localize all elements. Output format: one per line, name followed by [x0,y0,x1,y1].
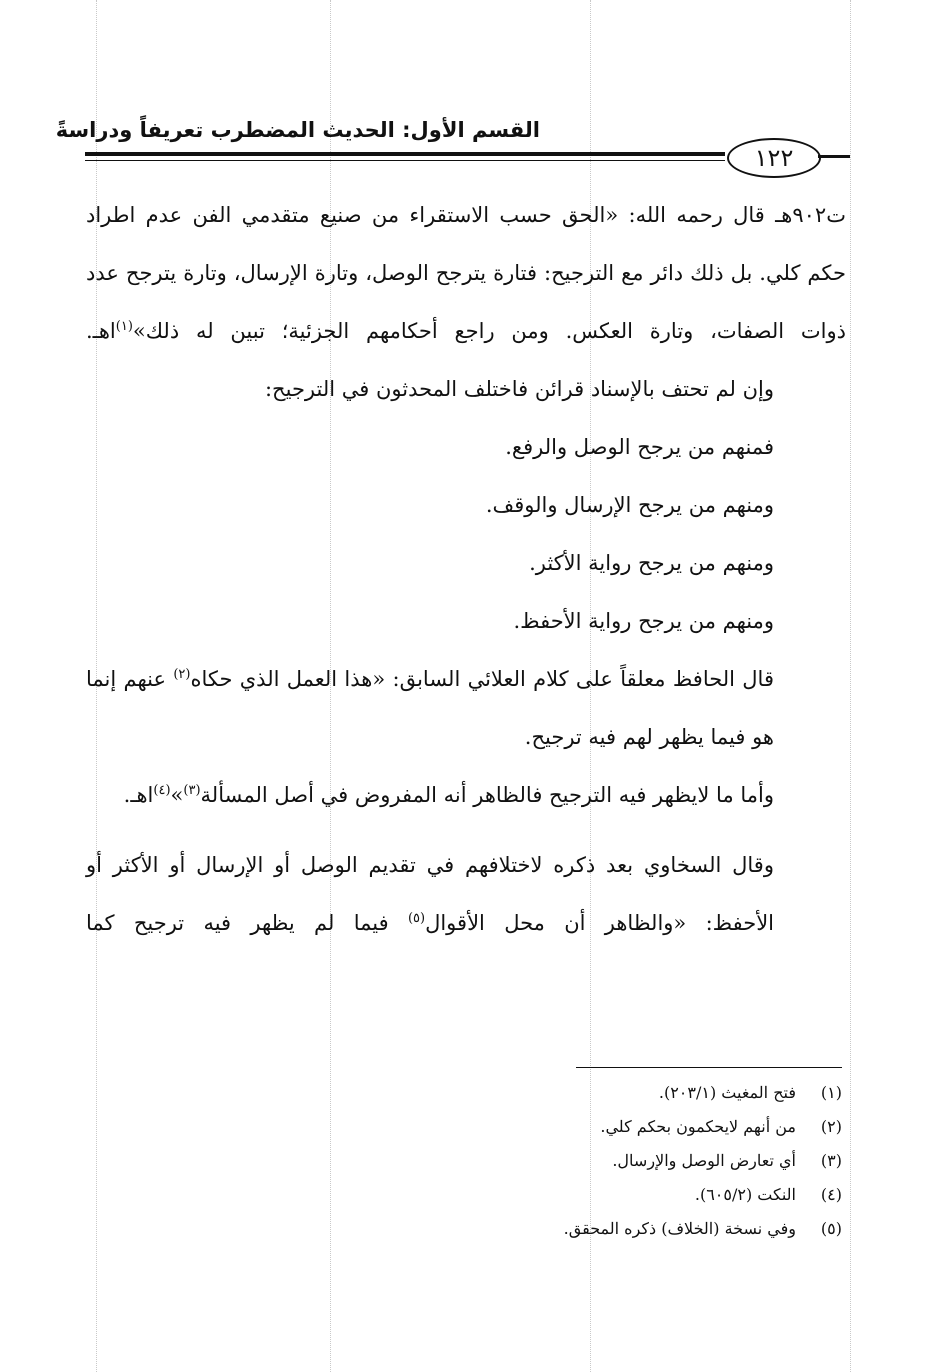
paragraph: وأما ما لايظهر فيه الترجيح فالظاهر أنه المفروض في أصل المسألة$^{(٣)}$»$^{(٤)}$اهـ. [123,783,774,807]
footnote-ref: (١) [115,319,133,334]
header-rule-thick [85,152,725,156]
list-item: فمنهم من يرجح الوصل والرفع. [505,435,774,459]
header-rule-right [818,155,850,158]
paragraph: وإن لم تحتف بالإسناد قرائن فاختلف المحدثون في الترجيح: [264,377,774,401]
list-item: ومنهم من يرجح رواية الأحفظ. [513,609,774,633]
footnote-ref: (٥) [407,911,426,926]
header-rule-thin [85,160,725,161]
page-number: ١٢٢ [727,138,821,178]
footnote: (٤)النكت (٦٠٥/٢). [694,1185,842,1204]
footnote-ref: (٢) [173,667,191,682]
footnote-separator [576,1067,842,1068]
footnote: (١)فتح المغيث (٢٠٣/١). [658,1083,842,1102]
paragraph: وقال السخاوي بعد ذكره لاختلافهم في تقديم الوصل أو الإرسال أو الأكثر أو الأحفظ: «والظاهر أن محل الأقوال$^{(٥)}$ فيما لم يظهر فيه ترجيح كما [86,853,775,935]
footnote: (٣)أي تعارض الوصل والإرسال. [612,1151,842,1170]
list-item: ومنهم من يرجح الإرسال والوقف. [485,493,774,517]
footnote: (٢)من أنهم لايحكمون بحكم كلي. [600,1117,842,1136]
footnote-ref: (٤) [153,783,171,798]
page-header [55,108,850,198]
list-item: ومنهم من يرجح رواية الأكثر. [529,551,774,575]
footnotes [342,1076,842,1246]
footnote-ref: (٣) [183,783,201,798]
paragraph: قال الحافظ معلقاً على كلام العلائي السابق: «هذا العمل الذي حكاه$^{(٢)}$ عنهم إنما هو فيما يظهر لهم فيه ترجيح. [86,667,774,749]
paragraph: ت٩٠٢هـ قال رحمه الله: «الحق حسب الاستقراء من صنيع متقدمي الفن عدم اطراد حكم كلي. بل ذلك دائر مع الترجيح: فتارة يترجح الوصل، وتارة الإرسال، وتارة يترجح عدد ذوات الصفات، وتارة العكس. ومن راجع أحكامهم الجزئية؛ تبين له ذلك»$^{(١)}$اهـ. [86,203,846,343]
scan-speckle-line [850,0,851,1372]
running-title: القسم الأول: الحديث المضطرب تعريفاً ودراسةً [55,118,540,142]
main-text [86,186,846,952]
footnote: (٥)وفي نسخة (الخلاف) ذكره المحقق. [563,1219,842,1238]
